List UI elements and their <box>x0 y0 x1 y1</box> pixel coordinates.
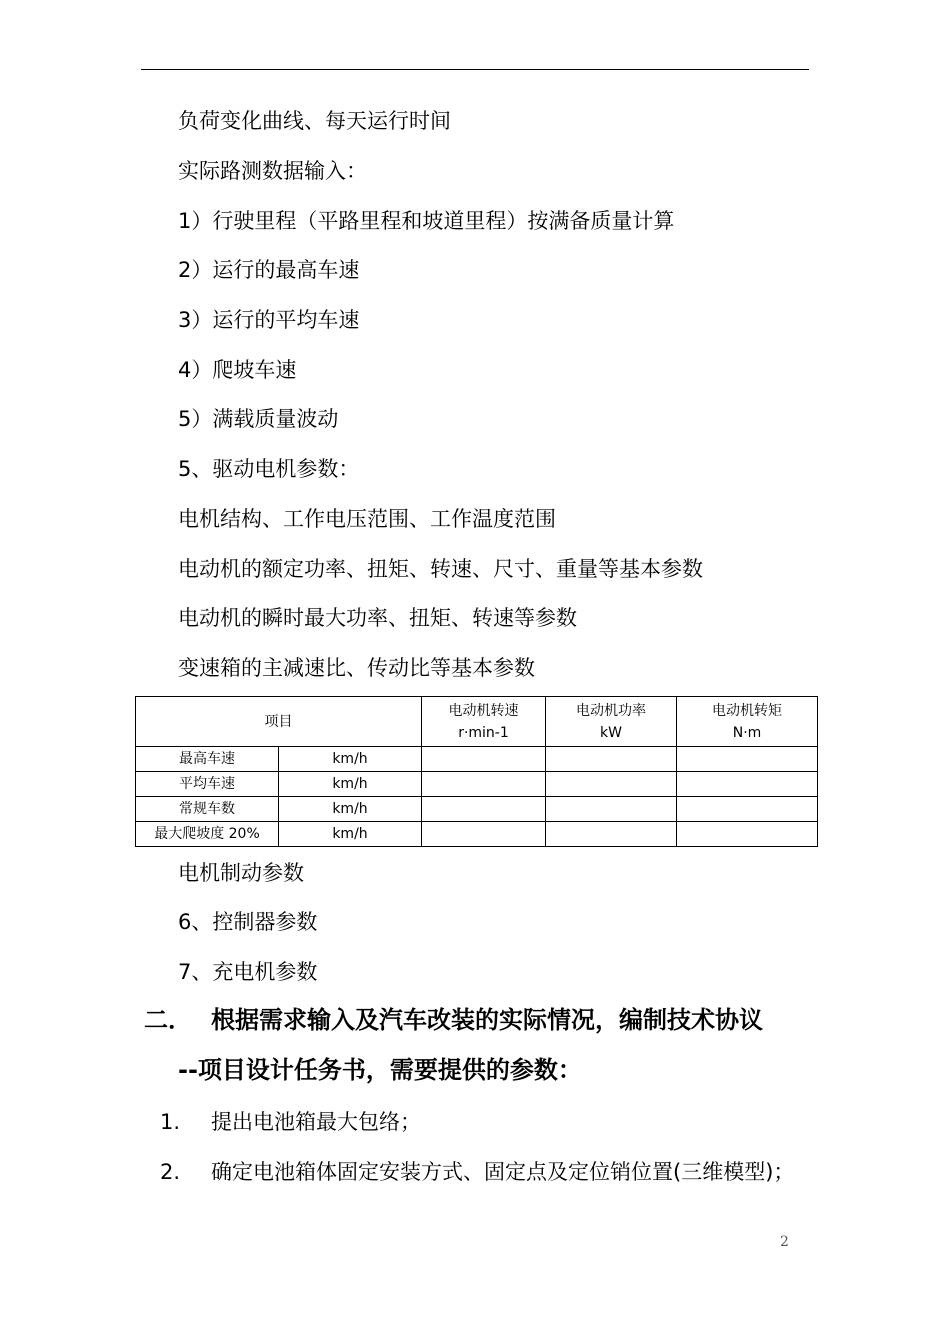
cell-torque <box>677 772 818 797</box>
cell-speed <box>422 797 546 822</box>
table-row <box>136 747 818 772</box>
header-speed-title: 电动机转速 <box>448 702 519 719</box>
header-power-title: 电动机功率 <box>576 702 646 719</box>
header-speed <box>422 697 546 747</box>
text-line: 1）行驶里程（平路里程和坡道里程）按满备质量计算 <box>178 209 675 233</box>
cell-power <box>546 772 677 797</box>
header-power-unit: kW <box>600 724 622 741</box>
row-unit: km/h <box>279 797 422 822</box>
section-title: 根据需求输入及汽车改装的实际情况，编制技术协议 <box>211 1006 763 1034</box>
cell-speed <box>422 772 546 797</box>
cell-torque <box>677 747 818 772</box>
header-rule <box>141 69 809 70</box>
text-line: 7、充电机参数 <box>178 960 318 984</box>
header-torque <box>677 697 818 747</box>
header-speed-unit: r·min-1 <box>458 724 509 741</box>
text-line: 实际路测数据输入： <box>178 159 367 183</box>
text-line: 电机结构、工作电压范围、工作温度范围 <box>178 507 556 531</box>
row-unit: km/h <box>279 822 422 847</box>
header-torque-unit: N·m <box>732 724 762 741</box>
text-line: 负荷变化曲线、每天运行时间 <box>178 109 451 133</box>
list-number: 1. <box>160 1110 181 1134</box>
cell-torque <box>677 797 818 822</box>
row-label: 最大爬坡度 20% <box>136 822 279 847</box>
cell-speed <box>422 822 546 847</box>
table-row <box>136 797 818 822</box>
text-line: 变速箱的主减速比、传动比等基本参数 <box>178 656 535 680</box>
text-line: 3）运行的平均车速 <box>178 308 360 332</box>
cell-power <box>546 797 677 822</box>
cell-speed <box>422 747 546 772</box>
motor-parameter-table <box>135 696 818 847</box>
header-item: 项目 <box>136 697 422 747</box>
text-line: 4）爬坡车速 <box>178 358 297 382</box>
section-subtitle: --项目设计任务书，需要提供的参数： <box>178 1056 582 1084</box>
page-number: 2 <box>780 1234 789 1250</box>
cell-power <box>546 747 677 772</box>
list-item: 提出电池箱最大包络； <box>211 1110 421 1134</box>
list-number: 2. <box>160 1160 181 1184</box>
cell-torque <box>677 822 818 847</box>
row-label: 平均车速 <box>136 772 279 797</box>
section-number: 二． <box>144 1006 192 1034</box>
text-line: 6、控制器参数 <box>178 910 318 934</box>
text-line: 电动机的额定功率、扭矩、转速、尺寸、重量等基本参数 <box>178 557 703 581</box>
header-torque-title: 电动机转矩 <box>712 702 782 719</box>
table-header-row <box>136 697 818 747</box>
list-item: 确定电池箱体固定安装方式、固定点及定位销位置(三维模型)； <box>211 1160 795 1184</box>
row-unit: km/h <box>279 772 422 797</box>
text-line: 电机制动参数 <box>178 861 304 885</box>
text-line: 2）运行的最高车速 <box>178 258 360 282</box>
cell-power <box>546 822 677 847</box>
row-label: 最高车速 <box>136 747 279 772</box>
table-row <box>136 772 818 797</box>
text-line: 电动机的瞬时最大功率、扭矩、转速等参数 <box>178 606 577 630</box>
row-label: 常规车数 <box>136 797 279 822</box>
header-power <box>546 697 677 747</box>
table-row <box>136 822 818 847</box>
text-line: 5）满载质量波动 <box>178 407 339 431</box>
text-line: 5、驱动电机参数： <box>178 457 360 481</box>
row-unit: km/h <box>279 747 422 772</box>
